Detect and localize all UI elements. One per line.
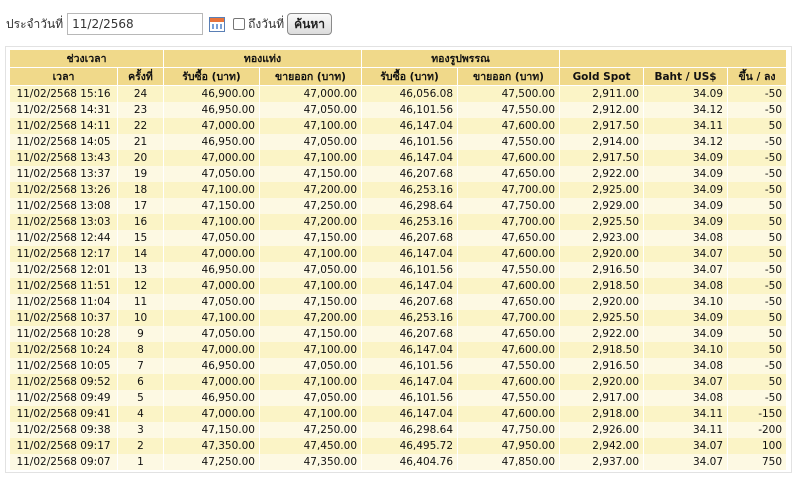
change-cell: -50 — [728, 150, 787, 166]
bar-sell-cell: 47,100.00 — [260, 118, 362, 134]
baht-usd-cell: 34.09 — [644, 310, 728, 326]
bar-buy-cell: 47,150.00 — [164, 198, 260, 214]
gold-spot-cell: 2,920.00 — [560, 294, 644, 310]
change-cell: -50 — [728, 358, 787, 374]
jewelry-sell-cell: 47,950.00 — [458, 438, 560, 454]
bar-sell-cell: 47,000.00 — [260, 86, 362, 102]
price-history-panel — [5, 46, 792, 473]
baht-usd-cell: 34.11 — [644, 118, 728, 134]
jewelry-sell-cell: 47,550.00 — [458, 262, 560, 278]
change-cell: -50 — [728, 166, 787, 182]
jewelry-sell-cell: 47,600.00 — [458, 150, 560, 166]
gold-spot-cell: 2,923.00 — [560, 230, 644, 246]
jewelry-sell-cell: 47,850.00 — [458, 454, 560, 470]
change-cell: 50 — [728, 230, 787, 246]
change-cell: -200 — [728, 422, 787, 438]
col-header-change: ขึ้น / ลง — [728, 68, 787, 86]
bar-buy-cell: 46,950.00 — [164, 134, 260, 150]
table-row — [10, 150, 787, 166]
jewelry-buy-cell: 46,147.04 — [362, 342, 458, 358]
jewelry-sell-cell: 47,550.00 — [458, 390, 560, 406]
round-cell: 24 — [118, 86, 164, 102]
table-row — [10, 326, 787, 342]
baht-usd-cell: 34.09 — [644, 86, 728, 102]
round-cell: 3 — [118, 422, 164, 438]
change-cell: 50 — [728, 246, 787, 262]
bar-buy-cell: 46,950.00 — [164, 390, 260, 406]
time-cell: 11/02/2568 11:51 — [10, 278, 118, 294]
baht-usd-cell: 34.09 — [644, 326, 728, 342]
round-cell: 21 — [118, 134, 164, 150]
col-header-jewelry-sell: ขายออก (บาท) — [458, 68, 560, 86]
jewelry-sell-cell: 47,650.00 — [458, 294, 560, 310]
change-cell: 750 — [728, 454, 787, 470]
baht-usd-cell: 34.07 — [644, 438, 728, 454]
jewelry-sell-cell: 47,650.00 — [458, 326, 560, 342]
bar-sell-cell: 47,350.00 — [260, 454, 362, 470]
jewelry-sell-cell: 47,600.00 — [458, 342, 560, 358]
table-row — [10, 166, 787, 182]
bar-sell-cell: 47,050.00 — [260, 134, 362, 150]
jewelry-buy-cell: 46,101.56 — [362, 262, 458, 278]
bar-buy-cell: 47,150.00 — [164, 422, 260, 438]
time-cell: 11/02/2568 12:44 — [10, 230, 118, 246]
to-date-label: ถึงวันที่ — [248, 16, 285, 31]
time-cell: 11/02/2568 09:49 — [10, 390, 118, 406]
time-cell: 11/02/2568 11:04 — [10, 294, 118, 310]
table-row — [10, 214, 787, 230]
bar-buy-cell: 47,050.00 — [164, 166, 260, 182]
bar-sell-cell: 47,150.00 — [260, 166, 362, 182]
gold-spot-cell: 2,929.00 — [560, 198, 644, 214]
group-header-time: ช่วงเวลา — [10, 50, 164, 68]
table-row — [10, 390, 787, 406]
table-row — [10, 262, 787, 278]
gold-spot-cell: 2,917.00 — [560, 390, 644, 406]
jewelry-buy-cell: 46,147.04 — [362, 406, 458, 422]
jewelry-sell-cell: 47,550.00 — [458, 134, 560, 150]
round-cell: 18 — [118, 182, 164, 198]
baht-usd-cell: 34.08 — [644, 390, 728, 406]
jewelry-sell-cell: 47,700.00 — [458, 214, 560, 230]
col-header-gold-spot: Gold Spot — [560, 68, 644, 86]
gold-spot-cell: 2,925.00 — [560, 182, 644, 198]
round-cell: 14 — [118, 246, 164, 262]
group-header-gold-bar: ทองแท่ง — [164, 50, 362, 68]
gold-spot-cell: 2,917.50 — [560, 150, 644, 166]
time-cell: 11/02/2568 12:01 — [10, 262, 118, 278]
change-cell: 50 — [728, 374, 787, 390]
col-header-round: ครั้งที่ — [118, 68, 164, 86]
baht-usd-cell: 34.07 — [644, 246, 728, 262]
bar-buy-cell: 47,050.00 — [164, 326, 260, 342]
gold-spot-cell: 2,918.50 — [560, 278, 644, 294]
table-row — [10, 198, 787, 214]
jewelry-sell-cell: 47,550.00 — [458, 102, 560, 118]
jewelry-sell-cell: 47,600.00 — [458, 278, 560, 294]
round-cell: 20 — [118, 150, 164, 166]
change-cell: 50 — [728, 326, 787, 342]
gold-spot-cell: 2,918.00 — [560, 406, 644, 422]
change-cell: -50 — [728, 294, 787, 310]
round-cell: 23 — [118, 102, 164, 118]
baht-usd-cell: 34.11 — [644, 406, 728, 422]
jewelry-sell-cell: 47,700.00 — [458, 182, 560, 198]
round-cell: 22 — [118, 118, 164, 134]
bar-buy-cell: 46,950.00 — [164, 102, 260, 118]
gold-spot-cell: 2,911.00 — [560, 86, 644, 102]
table-row — [10, 278, 787, 294]
gold-spot-cell: 2,942.00 — [560, 438, 644, 454]
gold-spot-cell: 2,920.00 — [560, 246, 644, 262]
time-cell: 11/02/2568 13:43 — [10, 150, 118, 166]
time-cell: 11/02/2568 13:37 — [10, 166, 118, 182]
table-row — [10, 406, 787, 422]
change-cell: -50 — [728, 262, 787, 278]
change-cell: -50 — [728, 390, 787, 406]
gold-spot-cell: 2,912.00 — [560, 102, 644, 118]
jewelry-sell-cell: 47,600.00 — [458, 118, 560, 134]
bar-sell-cell: 47,100.00 — [260, 278, 362, 294]
bar-sell-cell: 47,250.00 — [260, 198, 362, 214]
bar-sell-cell: 47,200.00 — [260, 310, 362, 326]
gold-spot-cell: 2,920.00 — [560, 374, 644, 390]
jewelry-buy-cell: 46,101.56 — [362, 134, 458, 150]
gold-spot-cell: 2,925.50 — [560, 214, 644, 230]
jewelry-buy-cell: 46,101.56 — [362, 358, 458, 374]
jewelry-buy-cell: 46,207.68 — [362, 326, 458, 342]
bar-sell-cell: 47,150.00 — [260, 230, 362, 246]
jewelry-buy-cell: 46,147.04 — [362, 374, 458, 390]
baht-usd-cell: 34.11 — [644, 422, 728, 438]
time-cell: 11/02/2568 10:28 — [10, 326, 118, 342]
gold-spot-cell: 2,918.50 — [560, 342, 644, 358]
bar-buy-cell: 46,950.00 — [164, 358, 260, 374]
table-row — [10, 230, 787, 246]
baht-usd-cell: 34.08 — [644, 230, 728, 246]
bar-sell-cell: 47,050.00 — [260, 102, 362, 118]
gold-spot-cell: 2,922.00 — [560, 166, 644, 182]
change-cell: -50 — [728, 278, 787, 294]
bar-buy-cell: 47,100.00 — [164, 310, 260, 326]
jewelry-buy-cell: 46,404.76 — [362, 454, 458, 470]
round-cell: 13 — [118, 262, 164, 278]
round-cell: 17 — [118, 198, 164, 214]
time-cell: 11/02/2568 12:17 — [10, 246, 118, 262]
bar-buy-cell: 47,100.00 — [164, 214, 260, 230]
bar-buy-cell: 47,100.00 — [164, 182, 260, 198]
bar-buy-cell: 47,050.00 — [164, 294, 260, 310]
baht-usd-cell: 34.09 — [644, 166, 728, 182]
jewelry-buy-cell: 46,298.64 — [362, 422, 458, 438]
gold-spot-cell: 2,937.00 — [560, 454, 644, 470]
bar-sell-cell: 47,100.00 — [260, 150, 362, 166]
jewelry-buy-cell: 46,207.68 — [362, 166, 458, 182]
jewelry-buy-cell: 46,207.68 — [362, 294, 458, 310]
change-cell: -50 — [728, 182, 787, 198]
baht-usd-cell: 34.09 — [644, 182, 728, 198]
round-cell: 1 — [118, 454, 164, 470]
gold-spot-cell: 2,914.00 — [560, 134, 644, 150]
time-cell: 11/02/2568 15:16 — [10, 86, 118, 102]
table-row — [10, 182, 787, 198]
bar-buy-cell: 47,000.00 — [164, 278, 260, 294]
bar-sell-cell: 47,450.00 — [260, 438, 362, 454]
jewelry-buy-cell: 46,253.16 — [362, 182, 458, 198]
bar-buy-cell: 47,000.00 — [164, 150, 260, 166]
jewelry-buy-cell: 46,495.72 — [362, 438, 458, 454]
group-header-empty — [560, 50, 787, 68]
table-row — [10, 310, 787, 326]
jewelry-sell-cell: 47,600.00 — [458, 406, 560, 422]
table-row — [10, 134, 787, 150]
col-header-time: เวลา — [10, 68, 118, 86]
jewelry-buy-cell: 46,056.08 — [362, 86, 458, 102]
gold-spot-cell: 2,917.50 — [560, 118, 644, 134]
baht-usd-cell: 34.10 — [644, 294, 728, 310]
bar-buy-cell: 47,050.00 — [164, 230, 260, 246]
time-cell: 11/02/2568 09:38 — [10, 422, 118, 438]
col-header-bar-buy: รับซื้อ (บาท) — [164, 68, 260, 86]
time-cell: 11/02/2568 10:05 — [10, 358, 118, 374]
gold-spot-cell: 2,925.50 — [560, 310, 644, 326]
bar-buy-cell: 46,900.00 — [164, 86, 260, 102]
bar-buy-cell: 47,000.00 — [164, 246, 260, 262]
time-cell: 11/02/2568 10:37 — [10, 310, 118, 326]
change-cell: 50 — [728, 342, 787, 358]
change-cell: -50 — [728, 134, 787, 150]
change-cell: -150 — [728, 406, 787, 422]
round-cell: 2 — [118, 438, 164, 454]
bar-sell-cell: 47,100.00 — [260, 246, 362, 262]
round-cell: 5 — [118, 390, 164, 406]
bar-sell-cell: 47,050.00 — [260, 358, 362, 374]
jewelry-sell-cell: 47,650.00 — [458, 230, 560, 246]
change-cell: -50 — [728, 86, 787, 102]
change-cell: 50 — [728, 214, 787, 230]
bar-sell-cell: 47,150.00 — [260, 294, 362, 310]
date-filter-bar — [6, 12, 332, 36]
bar-sell-cell: 47,200.00 — [260, 182, 362, 198]
bar-buy-cell: 47,000.00 — [164, 374, 260, 390]
col-header-baht-usd: Baht / US$ — [644, 68, 728, 86]
jewelry-buy-cell: 46,147.04 — [362, 118, 458, 134]
bar-sell-cell: 47,050.00 — [260, 262, 362, 278]
bar-sell-cell: 47,100.00 — [260, 342, 362, 358]
jewelry-buy-cell: 46,253.16 — [362, 310, 458, 326]
change-cell: -50 — [728, 102, 787, 118]
bar-sell-cell: 47,100.00 — [260, 406, 362, 422]
bar-sell-cell: 47,050.00 — [260, 390, 362, 406]
time-cell: 11/02/2568 09:52 — [10, 374, 118, 390]
round-cell: 12 — [118, 278, 164, 294]
jewelry-buy-cell: 46,253.16 — [362, 214, 458, 230]
round-cell: 19 — [118, 166, 164, 182]
baht-usd-cell: 34.12 — [644, 102, 728, 118]
gold-spot-cell: 2,916.50 — [560, 358, 644, 374]
search-button[interactable]: ค้นหา — [287, 13, 332, 35]
bar-sell-cell: 47,100.00 — [260, 374, 362, 390]
bar-sell-cell: 47,200.00 — [260, 214, 362, 230]
change-cell: 100 — [728, 438, 787, 454]
table-row — [10, 86, 787, 102]
bar-buy-cell: 47,250.00 — [164, 454, 260, 470]
time-cell: 11/02/2568 09:07 — [10, 454, 118, 470]
table-row — [10, 374, 787, 390]
jewelry-sell-cell: 47,750.00 — [458, 422, 560, 438]
baht-usd-cell: 34.07 — [644, 374, 728, 390]
round-cell: 9 — [118, 326, 164, 342]
baht-usd-cell: 34.08 — [644, 278, 728, 294]
time-cell: 11/02/2568 14:31 — [10, 102, 118, 118]
round-cell: 7 — [118, 358, 164, 374]
baht-usd-cell: 34.12 — [644, 134, 728, 150]
round-cell: 10 — [118, 310, 164, 326]
jewelry-buy-cell: 46,101.56 — [362, 102, 458, 118]
time-cell: 11/02/2568 13:26 — [10, 182, 118, 198]
bar-sell-cell: 47,150.00 — [260, 326, 362, 342]
jewelry-sell-cell: 47,500.00 — [458, 86, 560, 102]
round-cell: 16 — [118, 214, 164, 230]
time-cell: 11/02/2568 10:24 — [10, 342, 118, 358]
to-date-checkbox[interactable] — [233, 18, 245, 30]
baht-usd-cell: 34.09 — [644, 214, 728, 230]
jewelry-buy-cell: 46,147.04 — [362, 246, 458, 262]
bar-buy-cell: 47,000.00 — [164, 342, 260, 358]
time-cell: 11/02/2568 14:05 — [10, 134, 118, 150]
time-cell: 11/02/2568 14:11 — [10, 118, 118, 134]
table-row — [10, 118, 787, 134]
table-row — [10, 342, 787, 358]
bar-buy-cell: 47,000.00 — [164, 406, 260, 422]
time-cell: 11/02/2568 13:08 — [10, 198, 118, 214]
gold-spot-cell: 2,916.50 — [560, 262, 644, 278]
bar-buy-cell: 46,950.00 — [164, 262, 260, 278]
table-row — [10, 294, 787, 310]
baht-usd-cell: 34.07 — [644, 262, 728, 278]
jewelry-buy-cell: 46,147.04 — [362, 150, 458, 166]
bar-buy-cell: 47,000.00 — [164, 118, 260, 134]
change-cell: 50 — [728, 198, 787, 214]
baht-usd-cell: 34.08 — [644, 358, 728, 374]
jewelry-sell-cell: 47,750.00 — [458, 198, 560, 214]
time-cell: 11/02/2568 13:03 — [10, 214, 118, 230]
bar-buy-cell: 47,350.00 — [164, 438, 260, 454]
table-row — [10, 358, 787, 374]
baht-usd-cell: 34.07 — [644, 454, 728, 470]
baht-usd-cell: 34.10 — [644, 342, 728, 358]
baht-usd-cell: 34.09 — [644, 198, 728, 214]
table-row — [10, 454, 787, 470]
group-header-gold-jewelry: ทองรูปพรรณ — [362, 50, 560, 68]
time-cell: 11/02/2568 09:41 — [10, 406, 118, 422]
col-header-bar-sell: ขายออก (บาท) — [260, 68, 362, 86]
table-row — [10, 438, 787, 454]
round-cell: 6 — [118, 374, 164, 390]
jewelry-sell-cell: 47,600.00 — [458, 374, 560, 390]
round-cell: 8 — [118, 342, 164, 358]
jewelry-sell-cell: 47,550.00 — [458, 358, 560, 374]
jewelry-buy-cell: 46,207.68 — [362, 230, 458, 246]
change-cell: 50 — [728, 310, 787, 326]
col-header-jewelry-buy: รับซื้อ (บาท) — [362, 68, 458, 86]
jewelry-buy-cell: 46,298.64 — [362, 198, 458, 214]
gold-spot-cell: 2,922.00 — [560, 326, 644, 342]
gold-price-table — [10, 50, 787, 470]
jewelry-sell-cell: 47,700.00 — [458, 310, 560, 326]
bar-sell-cell: 47,250.00 — [260, 422, 362, 438]
table-row — [10, 422, 787, 438]
jewelry-sell-cell: 47,650.00 — [458, 166, 560, 182]
round-cell: 11 — [118, 294, 164, 310]
table-row — [10, 102, 787, 118]
calendar-icon[interactable] — [209, 17, 225, 32]
round-cell: 4 — [118, 406, 164, 422]
jewelry-sell-cell: 47,600.00 — [458, 246, 560, 262]
jewelry-buy-cell: 46,147.04 — [362, 278, 458, 294]
date-input[interactable] — [67, 13, 203, 35]
baht-usd-cell: 34.09 — [644, 150, 728, 166]
table-row — [10, 246, 787, 262]
change-cell: 50 — [728, 118, 787, 134]
round-cell: 15 — [118, 230, 164, 246]
time-cell: 11/02/2568 09:17 — [10, 438, 118, 454]
gold-spot-cell: 2,926.00 — [560, 422, 644, 438]
from-date-label: ประจำวันที่ — [6, 16, 64, 31]
jewelry-buy-cell: 46,101.56 — [362, 390, 458, 406]
